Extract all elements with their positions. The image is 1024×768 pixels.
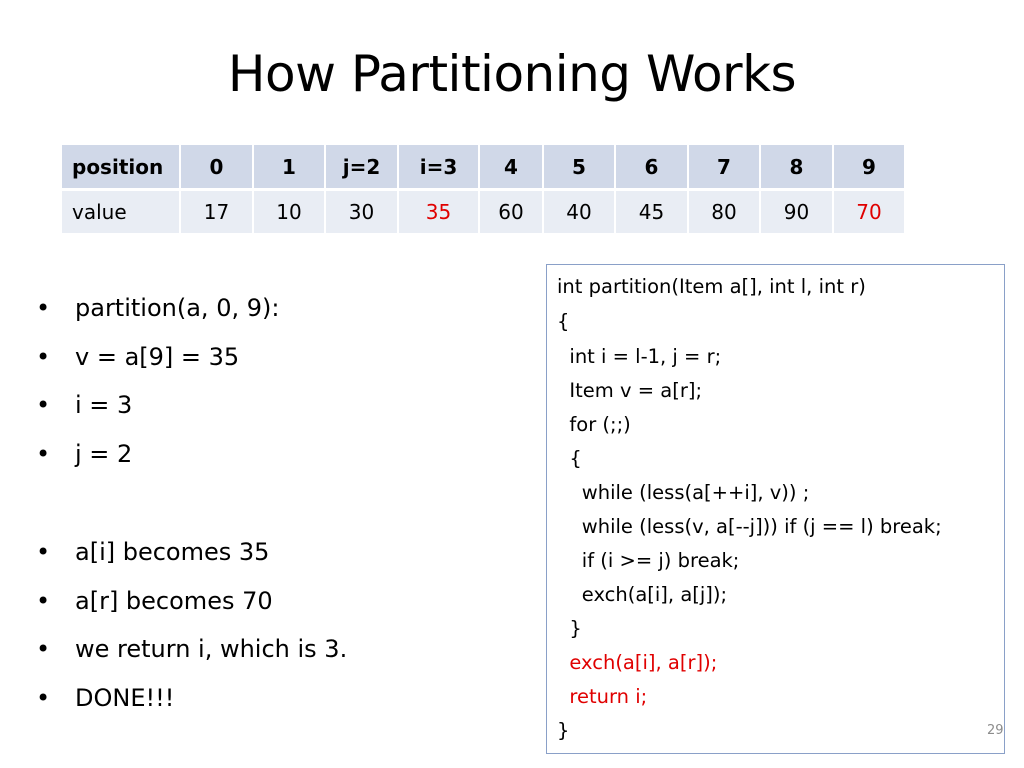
position-row — [61, 145, 905, 190]
value-cell: 80 — [688, 190, 760, 234]
bullet-text: we return i, which is 3. — [75, 635, 348, 663]
code-line: Item v = a[r]; — [557, 379, 703, 402]
bullet-dot-icon: • — [36, 538, 51, 566]
bullet-dot-icon: • — [36, 439, 51, 468]
bullet-text: i = 3 — [75, 391, 133, 419]
value-cell: 90 — [760, 190, 833, 234]
bullet-dot-icon: • — [36, 635, 51, 663]
value-cell: 40 — [543, 190, 615, 234]
position-cell: 6 — [615, 145, 688, 190]
bullet-item — [36, 381, 347, 430]
bullet-list — [36, 284, 347, 722]
bullet-dot-icon: • — [36, 683, 51, 712]
value-cell: 10 — [253, 190, 325, 234]
bullet-item — [36, 528, 347, 577]
code-box — [546, 264, 1005, 754]
bullet-dot-icon: • — [36, 294, 51, 322]
position-cell: 4 — [479, 145, 543, 190]
position-cell: 7 — [688, 145, 760, 190]
value-cell: 60 — [479, 190, 543, 234]
bullet-text: DONE!!! — [75, 683, 175, 712]
value-cell: 17 — [180, 190, 253, 234]
bullet-item — [36, 430, 347, 479]
code-line: if (i >= j) break; — [557, 549, 740, 572]
bullet-item — [36, 577, 347, 626]
code-line: for (;;) — [557, 413, 631, 436]
bullet-item — [36, 333, 347, 382]
position-cell: 1 — [253, 145, 325, 190]
code-line: int partition(Item a[], int l, int r) — [557, 275, 866, 298]
bullet-dot-icon: • — [36, 342, 51, 371]
partition-table — [60, 145, 906, 233]
value-row-label: value — [61, 190, 180, 234]
slide-title: How Partitioning Works — [227, 45, 797, 103]
code-line: { — [557, 447, 582, 470]
bullet-text: j = 2 — [75, 439, 133, 468]
code-line: while (less(v, a[--j])) if (j == l) break; — [557, 515, 942, 538]
code-line: exch(a[i], a[j]); — [557, 583, 728, 606]
position-cell: 0 — [180, 145, 253, 190]
position-cell: 8 — [760, 145, 833, 190]
position-cell: 9 — [833, 145, 905, 190]
bullet-dot-icon: • — [36, 391, 51, 419]
code-line: while (less(a[++i], v)) ; — [557, 481, 810, 504]
code-line: int i = l-1, j = r; — [557, 345, 722, 368]
bullet-text: a[r] becomes 70 — [75, 586, 273, 615]
value-cell-highlighted: 70 — [833, 190, 905, 234]
bullet-text: a[i] becomes 35 — [75, 538, 270, 566]
bullet-item — [36, 284, 347, 333]
value-row — [61, 190, 905, 234]
bullet-item — [36, 625, 347, 674]
position-cell: j=2 — [325, 145, 398, 190]
bullet-dot-icon: • — [36, 586, 51, 615]
bullet-item — [36, 674, 347, 723]
value-cell-highlighted: 35 — [398, 190, 479, 234]
position-cell: 5 — [543, 145, 615, 190]
bullet-text: v = a[9] = 35 — [75, 342, 240, 371]
position-cell: i=3 — [398, 145, 479, 190]
code-line: { — [557, 310, 570, 333]
value-cell: 30 — [325, 190, 398, 234]
value-cell: 45 — [615, 190, 688, 234]
code-line-highlighted: return i; — [557, 685, 648, 708]
code-line: } — [557, 719, 570, 742]
code-line: } — [557, 617, 582, 640]
bullet-text: partition(a, 0, 9): — [75, 294, 280, 322]
page-number: 29 — [987, 723, 1004, 738]
code-line-highlighted: exch(a[i], a[r]); — [557, 651, 718, 674]
position-row-label: position — [61, 145, 180, 190]
bullet-spacer — [36, 478, 347, 528]
